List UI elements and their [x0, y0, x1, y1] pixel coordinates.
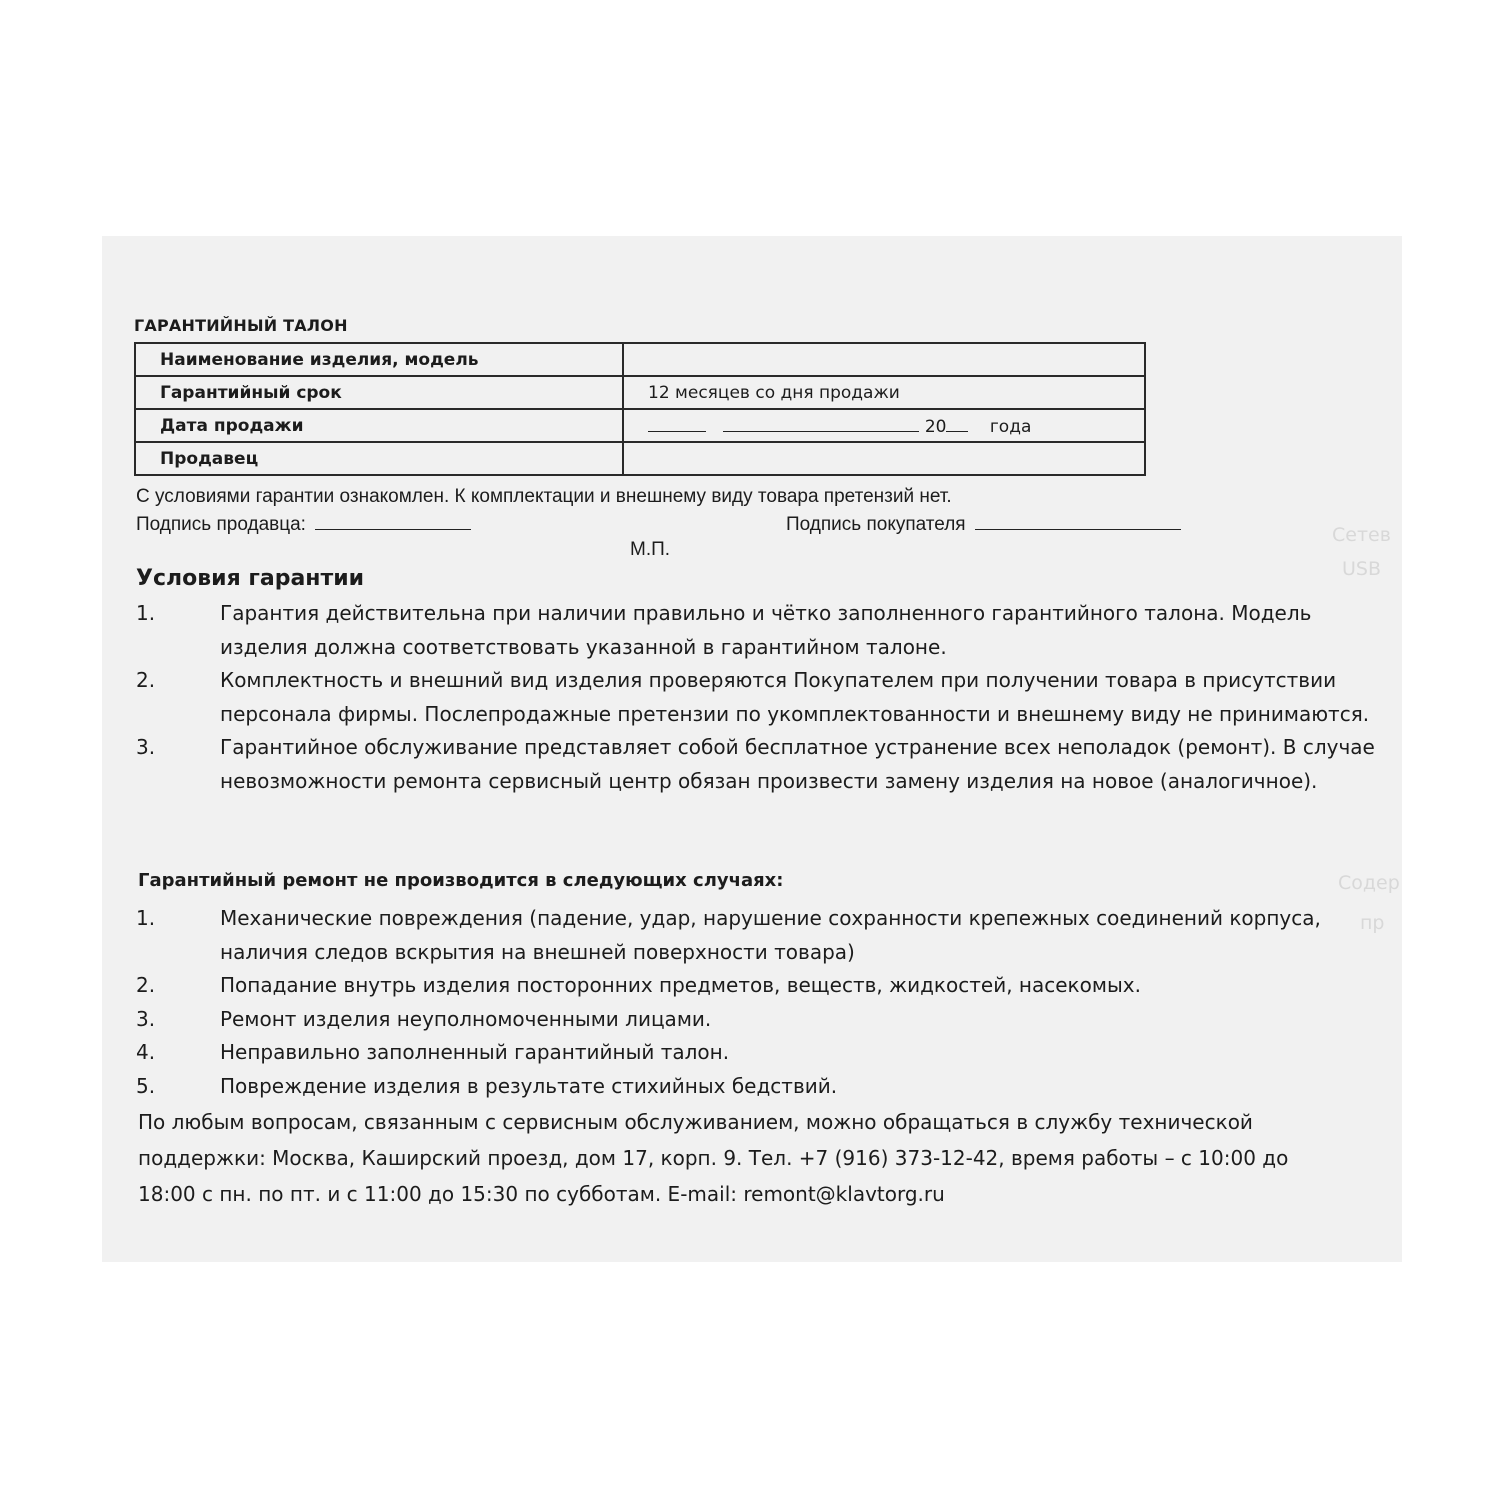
list-item: 2. Комплектность и внешний вид изделия проверяются Покупателем при получении товара в присутствии персонала фирмы. Послепродажные претензии по укомплектованности и внешнему виду не принимаются. — [136, 668, 1370, 726]
show-through-text: пр — [1360, 912, 1385, 934]
list-item: 3. Ремонт изделия неуполномоченными лицами. — [136, 1006, 712, 1031]
buyer-signature-line[interactable] — [975, 512, 1181, 530]
exclusions-heading: Гарантийный ремонт не производится в следующих случаях: — [138, 870, 784, 891]
show-through-text: USB — [1342, 558, 1382, 580]
warranty-period-value: 12 месяцев со дня продажи — [623, 376, 1145, 409]
list-item: 2. Попадание внутрь изделия посторонних предметов, веществ, жидкостей, насекомых. — [136, 973, 1141, 997]
year-blank[interactable] — [946, 414, 968, 432]
seller-signature-label: Подпись продавца: — [136, 514, 306, 535]
warranty-card-sheet — [102, 236, 1402, 1262]
list-item: 1. Механические повреждения (падение, удар, нарушение сохранности крепежных соединений корпуса, наличия следов вскрытия на внешней поверхности товара) — [136, 906, 1321, 964]
stamp-label: М.П. — [630, 539, 671, 560]
seller-signature — [136, 512, 471, 536]
list-item: 4. Неправильно заполненный гарантийный талон. — [136, 1040, 730, 1064]
exclusions-list — [136, 902, 1396, 1103]
day-blank[interactable] — [648, 414, 706, 432]
buyer-signature-label: Подпись покупателя — [786, 514, 966, 535]
warranty-table — [134, 342, 1146, 476]
buyer-signature — [786, 512, 1181, 536]
conditions-list — [136, 597, 1396, 798]
seller-label: Продавец — [135, 442, 623, 475]
sale-date-label: Дата продажи — [135, 409, 623, 442]
acknowledgement-text: С условиями гарантии ознакомлен. К комплектации и внешнему виду товара претензий нет. — [136, 486, 952, 507]
seller-field[interactable] — [623, 442, 1145, 475]
list-item: 5. Повреждение изделия в результате стихийных бедствий. — [136, 1073, 838, 1098]
table-row — [135, 376, 1145, 409]
year-suffix: года — [989, 417, 1032, 437]
product-name-field[interactable] — [623, 343, 1145, 376]
table-row — [135, 442, 1145, 475]
show-through-text: Содер — [1338, 872, 1400, 894]
product-name-label: Наименование изделия, модель — [135, 343, 623, 376]
sale-date-field[interactable] — [623, 409, 1145, 442]
conditions-heading: Условия гарантии — [136, 566, 365, 591]
year-prefix: 20 — [924, 417, 947, 437]
warranty-period-label: Гарантийный срок — [135, 376, 623, 409]
seller-signature-line[interactable] — [315, 512, 471, 530]
table-row — [135, 409, 1145, 442]
show-through-text: Сетев — [1332, 524, 1391, 546]
list-item: 1. Гарантия действительна при наличии правильно и чётко заполненного гарантийного талона. Модель изделия должна соответствовать указанной в гарантийном талоне. — [136, 601, 1312, 659]
support-contact-text: По любым вопросам, связанным с сервисным обслуживанием, можно обращаться в службу технической поддержки: Москва, Каширский проезд, дом 17, корп. 9. Тел. +7 (916) 373-12-42, время работы – с 10:00 до 18:00 с пн. по пт. и с 11:00 до 15:30 по субботам. E-mail: remont@klavtorg.ru — [138, 1110, 1289, 1206]
table-row — [135, 343, 1145, 376]
month-blank[interactable] — [723, 414, 919, 432]
card-title: ГАРАНТИЙНЫЙ ТАЛОН — [134, 316, 348, 335]
list-item: 3. Гарантийное обслуживание представляет собой бесплатное устранение всех неполадок (ремонт). В случае невозможности ремонта сервисный центр обязан произвести замену изделия на новое (аналогичное). — [136, 735, 1375, 793]
